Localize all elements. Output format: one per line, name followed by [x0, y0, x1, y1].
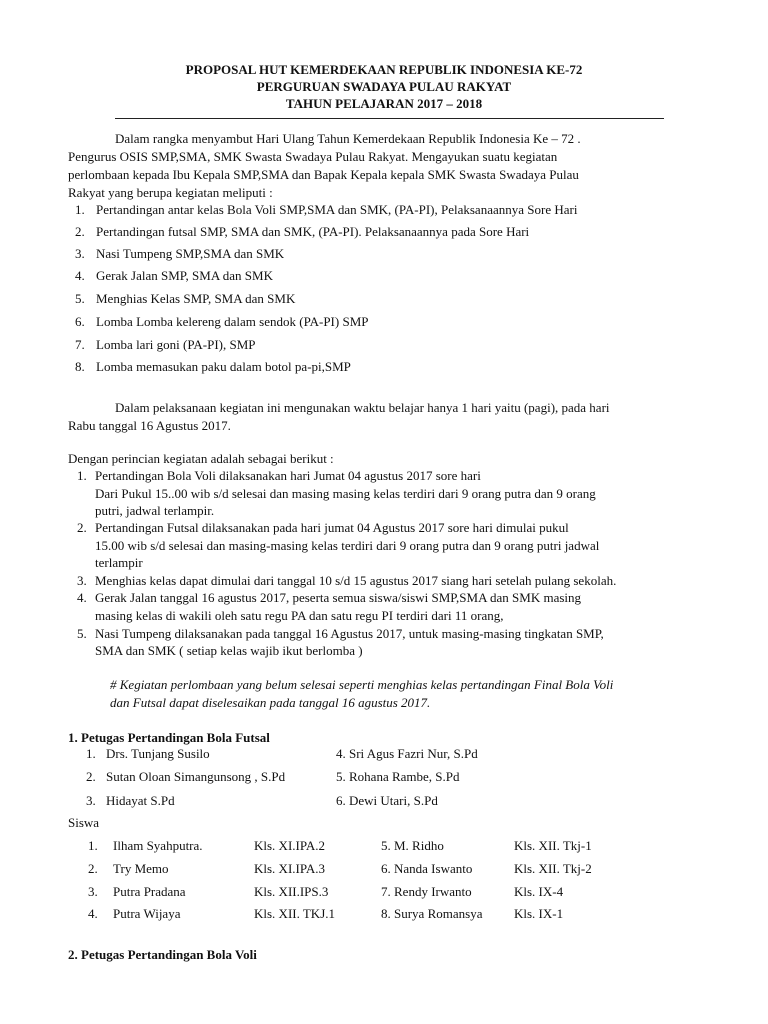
timing-line: Rabu tanggal 16 Agustus 2017.	[68, 418, 231, 433]
activity-num: 7.	[75, 337, 85, 352]
student-class: Kls. IX-1	[514, 906, 564, 921]
section-title: 1. Petugas Pertandingan Bola Futsal	[68, 730, 270, 745]
detail-line: Pertandingan Bola Voli dilaksanakan hari Jumat 04 agustus 2017 sore hari	[95, 468, 481, 483]
activity-num: 5.	[75, 291, 85, 306]
detail-line: Pertandingan Futsal dilaksanakan pada hari jumat 04 Agustus 2017 sore hari dimulai pukul	[95, 520, 569, 535]
activity-num: 3.	[75, 246, 85, 261]
activity-num: 6.	[75, 314, 85, 329]
intro-line: Rakyat yang berupa kegiatan meliputi :	[68, 185, 273, 200]
timing-line: Dalam pelaksanaan kegiatan ini mengunakan waktu belajar hanya 1 hari yaitu (pagi), pada hari	[115, 400, 610, 415]
activity-text: Menghias Kelas SMP, SMA dan SMK	[96, 291, 296, 306]
intro-line: Dalam rangka menyambut Hari Ulang Tahun Kemerdekaan Republik Indonesia Ke – 72 .	[115, 131, 581, 146]
student-class: Kls. XI.IPA.3	[254, 861, 326, 876]
student-name: 7. Rendy Irwanto	[381, 884, 472, 899]
student-name: 5. M. Ridho	[381, 838, 444, 853]
official-num: 2.	[86, 769, 96, 784]
student-name: 8. Surya Romansya	[381, 906, 483, 921]
detail-num: 1.	[77, 468, 87, 483]
official-num: 1.	[86, 746, 96, 761]
activity-num: 2.	[75, 224, 85, 239]
detail-line: SMA dan SMK ( setiap kelas wajib ikut berlomba )	[95, 643, 363, 658]
title-line-2: PERGURUAN SWADAYA PULAU RAKYAT	[256, 79, 512, 94]
activity-num: 8.	[75, 359, 85, 374]
official-name: Drs. Tunjang Susilo	[106, 746, 210, 761]
detail-line: Menghias kelas dapat dimulai dari tanggal 10 s/d 15 agustus 2017 siang hari setelah pulang sekolah.	[95, 573, 617, 588]
detail-line: 15.00 wib s/d selesai dan masing-masing kelas terdiri dari 9 orang putra dan 9 orang putri jadwal	[95, 538, 600, 553]
official-name: Hidayat S.Pd	[106, 793, 175, 808]
activity-num: 4.	[75, 268, 85, 283]
intro-line: perlombaan kepada Ibu Kepala SMP,SMA dan Bapak Kepala kepala SMK Swasta Swadaya Pulau	[68, 167, 579, 182]
activity-num: 1.	[75, 202, 85, 217]
title-line-3: TAHUN PELAJARAN 2017 – 2018	[285, 96, 483, 111]
detail-line: putri, jadwal terlampir.	[95, 503, 215, 518]
student-name: Try Memo	[113, 861, 169, 876]
title-line-1: PROPOSAL HUT KEMERDEKAAN REPUBLIK INDONESIA KE-72	[185, 62, 583, 77]
official-name: Sutan Oloan Simangunsong , S.Pd	[106, 769, 286, 784]
detail-num: 3.	[77, 573, 87, 588]
activity-text: Lomba Lomba kelereng dalam sendok (PA-PI) SMP	[96, 314, 369, 329]
students-label: Siswa	[68, 815, 100, 830]
student-name: Putra Wijaya	[113, 906, 181, 921]
student-class: Kls. XII.IPS.3	[254, 884, 329, 899]
official-name: 6. Dewi Utari, S.Pd	[336, 793, 438, 808]
activity-text: Pertandingan antar kelas Bola Voli SMP,SMA dan SMK, (PA-PI), Pelaksanaannya Sore Hari	[96, 202, 578, 217]
student-name: Putra Pradana	[113, 884, 186, 899]
activity-text: Lomba lari goni (PA-PI), SMP	[96, 337, 256, 352]
header-rule	[115, 118, 664, 119]
student-num: 2.	[88, 861, 98, 876]
activity-text: Lomba memasukan paku dalam botol pa-pi,SMP	[96, 359, 351, 374]
details-intro: Dengan perincian kegiatan adalah sebagai berikut :	[68, 451, 334, 466]
detail-line: masing kelas di wakili oleh satu regu PA dan satu regu PI terdiri dari 11 orang,	[95, 608, 504, 623]
official-name: 4. Sri Agus Fazri Nur, S.Pd	[336, 746, 478, 761]
detail-num: 4.	[77, 590, 87, 605]
student-name: 6. Nanda Iswanto	[381, 861, 473, 876]
student-class: Kls. XII. Tkj-2	[514, 861, 592, 876]
detail-line: terlampir	[95, 555, 143, 570]
note-line: # Kegiatan perlombaan yang belum selesai seperti menghias kelas pertandingan Final Bola Voli	[110, 677, 614, 692]
student-class: Kls. IX-4	[514, 884, 564, 899]
intro-line: Pengurus OSIS SMP,SMA, SMK Swasta Swadaya Pulau Rakyat. Mengayukan suatu kegiatan	[68, 149, 558, 164]
official-num: 3.	[86, 793, 96, 808]
student-num: 4.	[88, 906, 98, 921]
detail-num: 2.	[77, 520, 87, 535]
activity-text: Pertandingan futsal SMP, SMA dan SMK, (PA-PI). Pelaksanaannya pada Sore Hari	[96, 224, 530, 239]
activity-text: Nasi Tumpeng SMP,SMA dan SMK	[96, 246, 285, 261]
student-class: Kls. XII. TKJ.1	[254, 906, 336, 921]
section-title: 2. Petugas Pertandingan Bola Voli	[68, 947, 257, 962]
note-line: dan Futsal dapat diselesaikan pada tanggal 16 agustus 2017.	[110, 695, 431, 710]
detail-line: Nasi Tumpeng dilaksanakan pada tanggal 16 Agustus 2017, untuk masing-masing tingkatan SMP,	[95, 626, 604, 641]
detail-line: Gerak Jalan tanggal 16 agustus 2017, peserta semua siswa/siswi SMP,SMA dan SMK masing	[95, 590, 582, 605]
student-num: 3.	[88, 884, 98, 899]
detail-num: 5.	[77, 626, 87, 641]
student-name: Ilham Syahputra.	[113, 838, 203, 853]
student-class: Kls. XI.IPA.2	[254, 838, 326, 853]
activity-text: Gerak Jalan SMP, SMA dan SMK	[96, 268, 273, 283]
student-num: 1.	[88, 838, 98, 853]
student-class: Kls. XII. Tkj-1	[514, 838, 592, 853]
official-name: 5. Rohana Rambe, S.Pd	[336, 769, 460, 784]
detail-line: Dari Pukul 15..00 wib s/d selesai dan masing masing kelas terdiri dari 9 orang putra dan 9 orang	[95, 486, 596, 501]
